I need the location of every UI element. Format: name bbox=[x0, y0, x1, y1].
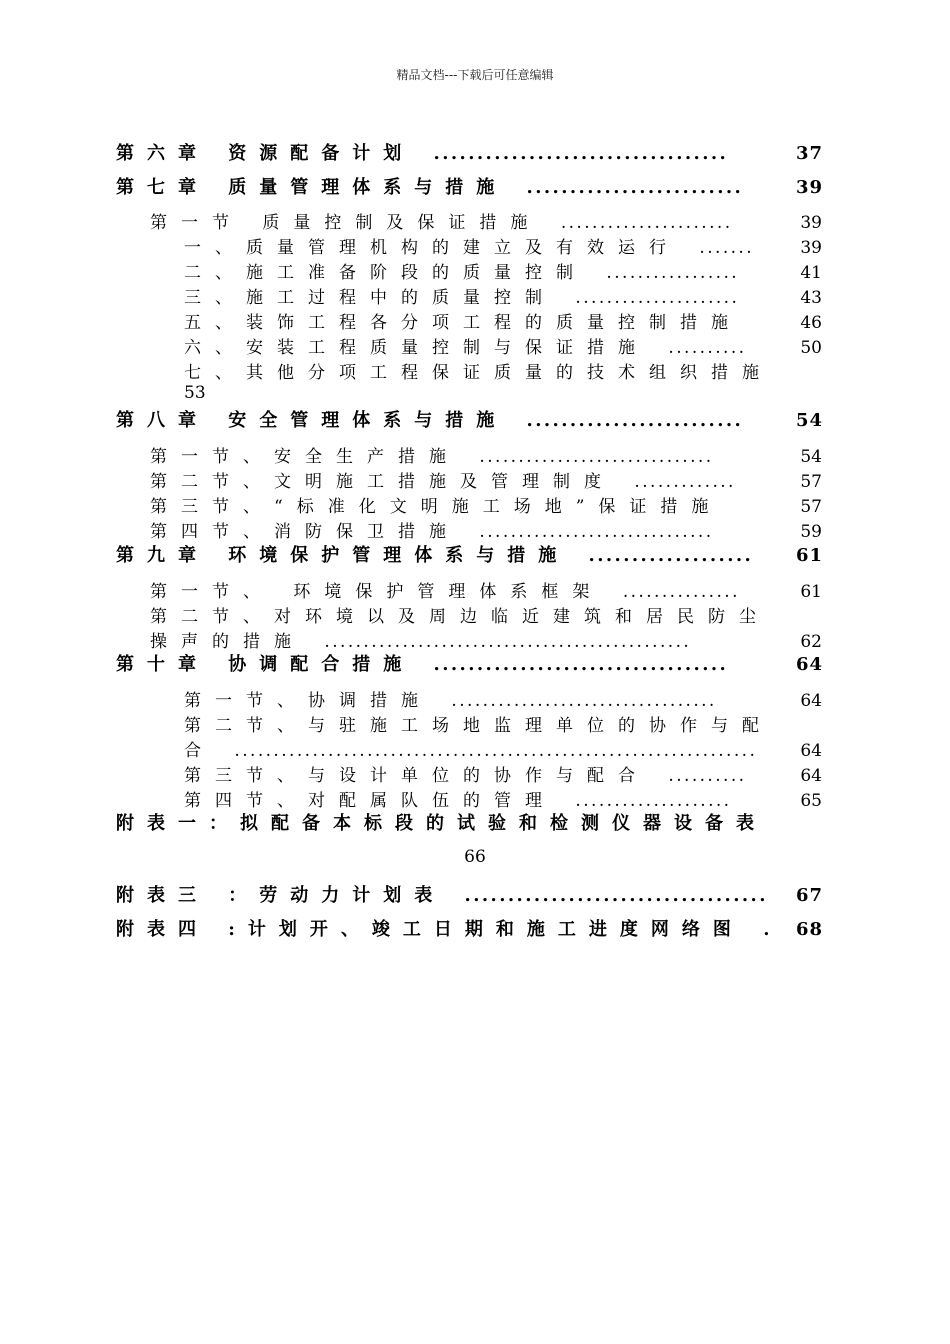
toc-item bbox=[184, 308, 822, 333]
toc-page-number: 64 bbox=[796, 654, 824, 675]
toc-section bbox=[150, 208, 822, 233]
toc-section bbox=[150, 577, 822, 602]
toc-title: 第一节、 环境保护管理体系框架 bbox=[150, 582, 604, 602]
toc-title: 第九章 环境保护管理体系与措施 bbox=[116, 545, 570, 566]
toc-title: 第七章 质量管理体系与措施 bbox=[116, 177, 508, 198]
toc-page-number: 46 bbox=[800, 313, 822, 333]
toc-section bbox=[150, 602, 822, 627]
toc-page-number: 37 bbox=[796, 143, 824, 164]
toc-title: 第六章 资源配备计划 bbox=[116, 143, 415, 164]
toc-section-continued bbox=[184, 736, 822, 761]
toc-leader: .......... bbox=[668, 338, 747, 358]
toc-section bbox=[150, 517, 822, 542]
toc-title: 第三节、“标准化文明施工场地”保证措施 bbox=[150, 497, 723, 517]
toc-leader: ............................................... bbox=[324, 632, 692, 652]
toc-section bbox=[184, 686, 822, 711]
toc-title: 第四节、对配属队伍的管理 bbox=[184, 791, 556, 811]
toc-page-number: 67 bbox=[796, 885, 824, 906]
toc-title: 附表四 :计划开、竣工日期和施工进度网络图 bbox=[116, 919, 744, 940]
toc-title: 一、质量管理机构的建立及有效运行 bbox=[184, 238, 680, 258]
toc-page-number: 39 bbox=[800, 213, 822, 233]
toc-leader: ................................... bbox=[464, 885, 768, 906]
toc-leader: .............................. bbox=[479, 522, 714, 542]
toc-page-number: 66 bbox=[464, 847, 486, 867]
toc-page-number: 61 bbox=[800, 582, 822, 602]
toc-item bbox=[184, 358, 822, 383]
toc-chapter-8 bbox=[116, 406, 822, 432]
toc-leader: . bbox=[763, 919, 772, 940]
toc-page-number: 62 bbox=[800, 632, 822, 652]
toc-title: 二、施工准备阶段的质量控制 bbox=[184, 263, 587, 283]
toc-leader: ....... bbox=[699, 238, 755, 258]
toc-title: 第八章 安全管理体系与措施 bbox=[116, 410, 508, 431]
toc-title: 第一节、协调措施 bbox=[184, 691, 432, 711]
toc-chapter-10 bbox=[116, 650, 822, 676]
toc-leader: ......................... bbox=[526, 410, 744, 431]
toc-leader: .................................. bbox=[433, 654, 729, 675]
toc-section bbox=[150, 442, 822, 467]
toc-chapter-9 bbox=[116, 541, 822, 567]
toc-title: 第三节、与设计单位的协作与配合 bbox=[184, 766, 649, 786]
toc-leader: .......... bbox=[668, 766, 747, 786]
toc-title: 第二节、与驻施工场地监理单位的协作与配 bbox=[184, 716, 773, 736]
toc-appendix-1 bbox=[116, 809, 822, 835]
toc-leader: ................. bbox=[606, 263, 740, 283]
toc-page-number: 64 bbox=[800, 691, 822, 711]
toc-title: 附表三 ：劳动力计划表 bbox=[116, 885, 446, 906]
toc-page-number: 54 bbox=[796, 410, 824, 431]
toc-leader: .............................. bbox=[479, 447, 714, 467]
toc-title: 第一节、安全生产措施 bbox=[150, 447, 460, 467]
toc-leader: .................................. bbox=[451, 691, 717, 711]
toc-appendix-3 bbox=[116, 881, 822, 907]
toc-item bbox=[184, 258, 822, 283]
page-header: 精品文档---下载后可任意编辑 bbox=[396, 68, 554, 82]
toc-leader: ................................................................... bbox=[234, 741, 758, 761]
toc-page-number: 53 bbox=[184, 383, 206, 403]
toc-page-number: 64 bbox=[800, 766, 822, 786]
toc-title: 三、施工过程中的质量控制 bbox=[184, 288, 556, 308]
toc-item bbox=[184, 333, 822, 358]
toc-title: 第一节 质量控制及保证措施 bbox=[150, 213, 542, 233]
toc-page-number: 61 bbox=[796, 545, 824, 566]
toc-page-number: 43 bbox=[800, 288, 822, 308]
toc-page-number: 65 bbox=[800, 791, 822, 811]
toc-page-number: 68 bbox=[796, 919, 824, 940]
toc-leader: ............... bbox=[622, 582, 740, 602]
toc-section bbox=[150, 492, 822, 517]
toc-title: 第二节、文明施工措施及管理制度 bbox=[150, 472, 615, 492]
toc-leader: ............. bbox=[634, 472, 736, 492]
toc-section bbox=[184, 761, 822, 786]
toc-leader: ...................... bbox=[560, 213, 733, 233]
toc-chapter-6 bbox=[116, 139, 822, 165]
toc-page-number: 50 bbox=[800, 338, 822, 358]
toc-section-continued bbox=[150, 627, 822, 652]
toc-page-number: 54 bbox=[800, 447, 822, 467]
toc-leader: ..................... bbox=[575, 288, 740, 308]
toc-title: 六、安装工程质量控制与保证措施 bbox=[184, 338, 649, 358]
toc-page-number: 57 bbox=[800, 497, 822, 517]
toc-page-number: 41 bbox=[800, 263, 822, 283]
toc-section bbox=[150, 467, 822, 492]
toc-page-number: 39 bbox=[796, 177, 824, 198]
toc-title: 第四节、消防保卫措施 bbox=[150, 522, 460, 542]
toc-title: 第十章 协调配合措施 bbox=[116, 654, 415, 675]
toc-title: 五、装饰工程各分项工程的质量控制措施 bbox=[184, 313, 742, 333]
toc-item bbox=[184, 283, 822, 308]
toc-leader: .................... bbox=[575, 791, 732, 811]
toc-item bbox=[184, 233, 822, 258]
toc-leader: ................... bbox=[588, 545, 754, 566]
toc-page-number: 57 bbox=[800, 472, 822, 492]
toc-title: 第二节、对环境以及周边临近建筑和居民防尘 bbox=[150, 607, 770, 627]
toc-page-number: 59 bbox=[800, 522, 822, 542]
toc-title: 操声的措施 bbox=[150, 632, 305, 652]
toc-section bbox=[184, 786, 822, 811]
toc-chapter-7 bbox=[116, 173, 822, 199]
toc-page-number: 64 bbox=[800, 741, 822, 761]
toc-leader: ......................... bbox=[526, 177, 744, 198]
toc-section bbox=[184, 711, 822, 736]
toc-title: 七、其他分项工程保证质量的技术组织措施 bbox=[184, 363, 773, 383]
toc-leader: .................................. bbox=[433, 143, 729, 164]
toc-appendix-4 bbox=[116, 915, 822, 941]
toc-page-number: 39 bbox=[800, 238, 822, 258]
toc-title: 附表一：拟配备本标段的试验和检测仪器设备表 bbox=[116, 813, 767, 834]
toc-title: 合 bbox=[184, 741, 215, 761]
